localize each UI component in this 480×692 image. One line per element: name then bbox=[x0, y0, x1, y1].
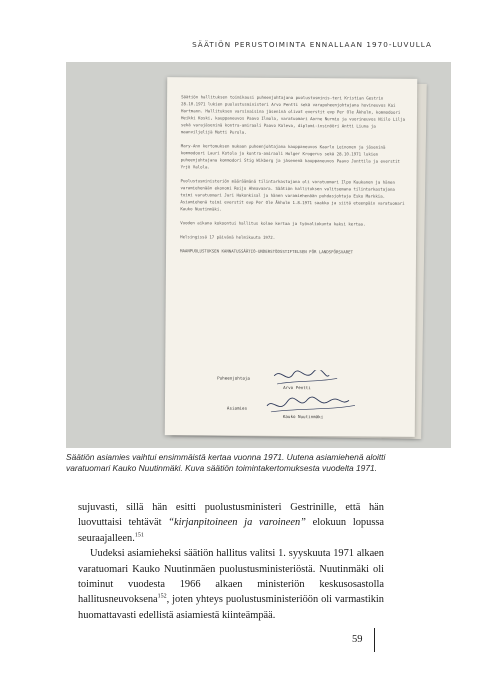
signatory-role: Asiamies bbox=[226, 405, 248, 411]
organization-line: MAANPUOLUSTUKSEN KANNATUSSÄÄTIÖ-UNDERSTÖDSSTIFTELSEN FÖR LANDSFÖRSVARET bbox=[180, 248, 354, 255]
body-text bbox=[78, 500, 384, 623]
typed-paragraph: Puolustusministeriön määräämänä tilintarkastajana oli varatuomari Ilpo Kaukanen ja hänen varamiehenään ekonomi Reijo Ahmavaara. Säätiön hallituksen valitsemana tilintarkastajana toimi varatuomari Jari Hakonkisal ja hänen varamiehenään puhdasjohtaja Esko Markkia. Asiamiehenä toimi everstit evp Per Ole Åkholm 1.8.1971 saakka ja siitä eteenpäin varatuomari Kauko Nuutinmäki. bbox=[180, 178, 405, 212]
signatory-role: Puheenjohtaja bbox=[217, 375, 250, 381]
typed-paragraph: Mary-Ann kertomuksen mukaan puheenjohtajana kauppaneuvos Kaarlo Leinonen ja jäseninä kommodoori Lauri Kotola ja kontra-amiraali Holger Krogerus sekä 28.10.1971 lukien puheenjohtajana kommodori Stig Wikberg ja jäsenenä kauppaneuvos Paavo Junttila ja everstit Yrjö Valola. bbox=[180, 143, 400, 170]
quoted-phrase: “kirjanpitoineen ja varoineen” bbox=[168, 517, 306, 529]
typed-paragraph: Vuoden aikana kokoontui hallitus kolme kertaa ja työvaliokunta kaksi kertaa. bbox=[180, 220, 366, 227]
running-head: SÄÄTIÖN PERUSTOIMINTA ENNALLAAN 1970-LUVULLA bbox=[192, 40, 432, 49]
typed-paragraph: Säätiön hallituksen toimikausi puheenjohtajana puolustusminis-teri Kristian Gestrin 28.10.1971 lukien puolustusministeri Arvo Pentti sekä varapuheenjohtajana hovineuvos Kai Hartmann. Hallituksen varsinaisina jäseninä olivat everstit evp Per Ole Åkholm, kommodoori Heikki Koski, kauppaneuvos Paavo Ilmola, varatuomari Aarne Nurmio ja vuorineuvos Niilo Lilja sekä varajäseninä kontra-amiraali Paavo Kaleva, diplomi-insinööri Antti Liuna ja maanviljelijä Matti Purola. bbox=[180, 94, 406, 135]
handwritten-signatures bbox=[179, 369, 405, 431]
paragraph bbox=[78, 500, 384, 546]
page-number-rule bbox=[374, 628, 375, 652]
typed-document bbox=[165, 77, 417, 437]
photo-caption: Säätiön asiamies vaihtui ensimmäistä kertaa vuonna 1971. Uutena asiamiehenä aloitti varatuomari Kauko Nuutinmäki. Kuva säätiön toimintakertomuksesta vuodelta 1971. bbox=[66, 452, 386, 474]
signatory-name: Arvo Pentti bbox=[283, 384, 311, 391]
footnote-ref: 152 bbox=[157, 593, 167, 600]
signature-block bbox=[179, 369, 405, 431]
paragraph-text: sujuvasti, sillä hän esitti puolustusministeri Gestrinille, että hän luovuttaisi tehtävät bbox=[78, 502, 384, 529]
signatory-name: Kauko Nuutinmäki bbox=[282, 413, 324, 420]
paragraph-text: , joten yhteys puolustusministeriöön oli varmastikin huomattavasti edellistä asiamiestä kiinteämpää. bbox=[78, 594, 384, 621]
place-date-line: Helsingissä 17 päivänä helmikuuta 1972. bbox=[180, 234, 276, 240]
paragraph bbox=[78, 546, 384, 623]
footnote-ref: 151 bbox=[134, 532, 144, 539]
typed-text bbox=[180, 93, 407, 256]
page-number: 59 bbox=[352, 634, 363, 645]
document-photo bbox=[66, 62, 451, 448]
paragraph-text: Uudeksi asiamieheksi säätiön hallitus valitsi 1. syyskuuta 1971 alkaen varatuomari Kauko Nuutinmäen puolustusministeriöstä. Nuutinmäki oli toiminut vuodesta 1966 alkaen ministeriön keskusosastolla hallitusneuvoksena bbox=[78, 548, 384, 606]
paragraph-text: elokuun lopussa seuraajalleen. bbox=[78, 517, 385, 544]
